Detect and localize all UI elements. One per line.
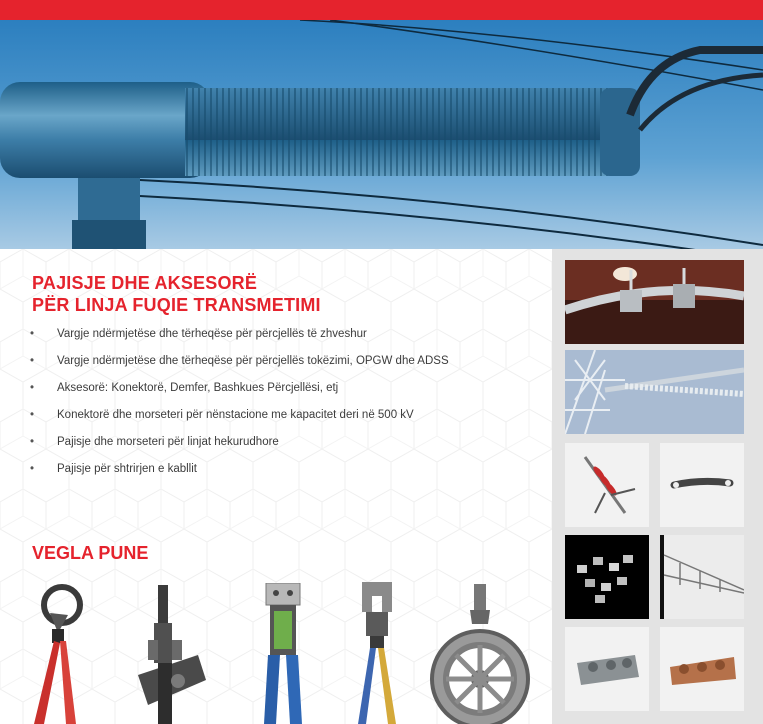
product-list: [30, 327, 470, 489]
section-title: [32, 272, 321, 316]
section-title-line1: PAJISJE DHE AKSESORË: [32, 273, 258, 293]
tools-title: VEGLA PUNE: [32, 543, 149, 563]
polymer-insulator-photo: [565, 443, 649, 527]
armor-rod-photo: [660, 443, 744, 527]
crimping-pliers-icon: [260, 583, 306, 724]
list-item: • Vargje ndërmjetëse dhe tërheqëse për përcjellës tokëzimi, OPGW dhe ADSS: [30, 354, 470, 368]
list-item: • Aksesorë: Konektorë, Demfer, Bashkues Përcjellësi, etj: [30, 381, 470, 395]
content-area: [0, 249, 552, 724]
insulator-clamp-photo: [565, 260, 744, 344]
cable-cutter-icon: [22, 583, 92, 724]
list-item: • Pajisje për shtrirjen e kabllit: [30, 462, 470, 476]
hydraulic-press-tool-icon: [352, 582, 402, 724]
copper-connector-photo: [660, 627, 744, 711]
list-item: • Vargje ndërmjetëse dhe tërheqëse për përcjellës të zhveshur: [30, 327, 470, 341]
product-gallery: [552, 249, 763, 724]
top-accent-bar: [0, 0, 763, 20]
section-title-line2: PËR LINJA FUQIE TRANSMETIMI: [32, 295, 321, 315]
list-item: • Pajisje dhe morseteri për linjat hekurudhore: [30, 435, 470, 449]
bolted-clamp-photo: [565, 627, 649, 711]
stringing-pulley-icon: [430, 584, 530, 724]
connector-set-photo: [565, 535, 649, 619]
railway-catenary-photo: [660, 535, 744, 619]
list-item: • Konektorë dhe morseteri për nënstacione me kapacitet deri në 500 kV: [30, 408, 470, 422]
hero-image: [0, 20, 763, 249]
lattice-tower-photo: [565, 350, 744, 434]
hydraulic-crimper-icon: [128, 585, 208, 724]
